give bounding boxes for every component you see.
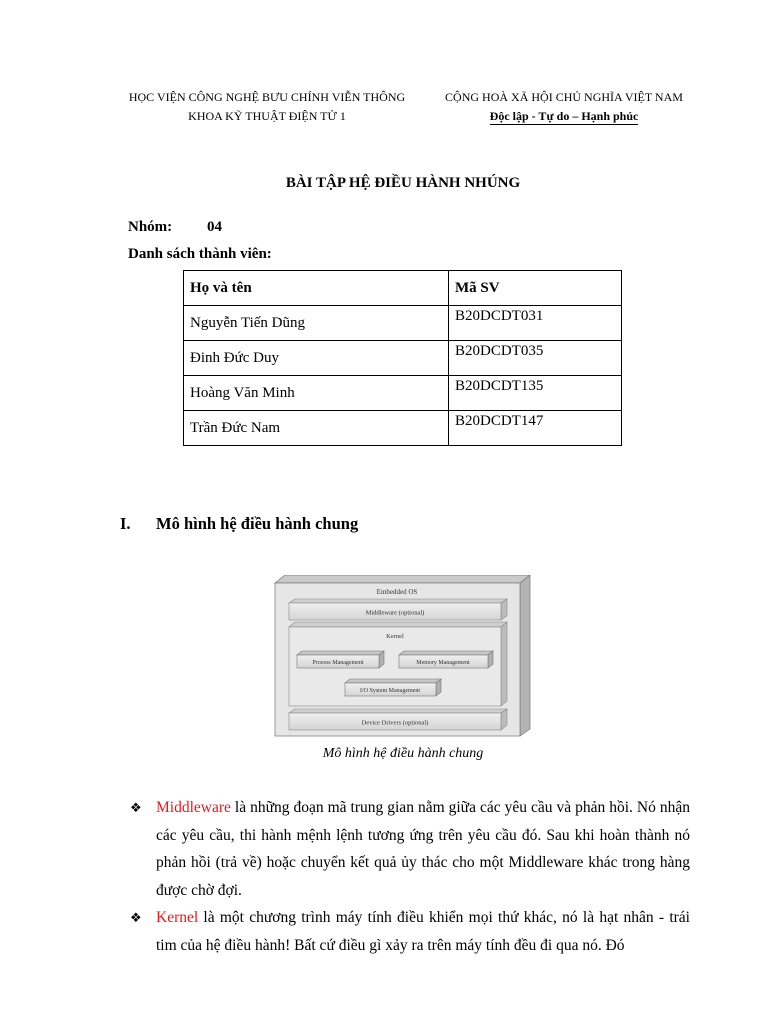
list-item [130, 904, 690, 959]
table-row [184, 411, 622, 446]
term-kernel: Kernel [156, 909, 199, 926]
member-name: Hoàng Văn Minh [184, 376, 449, 411]
figure-caption: Mô hình hệ điều hành chung [322, 746, 484, 761]
kernel-label: Kernel [386, 633, 404, 640]
member-name: Trần Đức Nam [184, 411, 449, 446]
group-label: Nhóm: [128, 219, 173, 235]
list-item [130, 794, 690, 904]
institution-header [108, 88, 426, 126]
kernel-description: là một chương trình máy tính điều khiển mọi thứ khác, nó là hạt nhân - trái tim của hệ điều hành! Bất cứ điều gì xảy ra trên máy tính đều đi qua nó. Đó [156, 909, 690, 954]
section-heading [120, 514, 359, 534]
country-name: CỘNG HOÀ XÃ HỘI CHỦ NGHĨA VIỆT NAM [445, 90, 683, 104]
process-management-label: Process Management [312, 660, 364, 666]
diamond-cluster-icon: ❖ [130, 800, 142, 815]
middleware-label: Middleware (optional) [365, 609, 425, 617]
members-table [183, 270, 622, 446]
table-row [184, 341, 622, 376]
group-line [128, 219, 222, 236]
memory-management-label: Memory Management [416, 660, 470, 666]
io-system-management-label: I/O System Management [360, 688, 420, 694]
table-row [184, 376, 622, 411]
member-name: Đinh Đức Duy [184, 341, 449, 376]
bullet-list [130, 794, 690, 959]
document-title: BÀI TẬP HỆ ĐIỀU HÀNH NHÚNG [285, 175, 521, 191]
table-row [184, 306, 622, 341]
national-motto: Độc lập - Tự do – Hạnh phúc [489, 109, 639, 123]
member-student-id: B20DCDT031 [449, 306, 622, 341]
middleware-description: là những đoạn mã trung gian nằm giữa các yêu cầu và phản hồi. Nó nhận các yêu cầu, thi hành mệnh lệnh tương ứng trên yêu cầu đó. Sau khi hoàn thành nó phản hồi (trả về) hoặc chuyển kết quả ủy thác cho một Middleware khác trong hàng được chờ đợi. [156, 799, 690, 899]
member-student-id: B20DCDT135 [449, 376, 622, 411]
members-label: Danh sách thành viên: [128, 246, 272, 262]
member-student-id: B20DCDT147 [449, 411, 622, 446]
section-title: Mô hình hệ điều hành chung [156, 514, 359, 533]
faculty-name: KHOA KỸ THUẬT ĐIỆN TỬ 1 [188, 109, 346, 123]
embedded-os-label: Embedded OS [376, 588, 418, 596]
column-header-name: Họ và tên [184, 271, 449, 306]
column-header-student-id: Mã SV [449, 271, 622, 306]
section-number: I. [120, 514, 131, 533]
member-name: Nguyễn Tiến Dũng [184, 306, 449, 341]
member-student-id: B20DCDT035 [449, 341, 622, 376]
term-middleware: Middleware [156, 799, 231, 816]
table-header-row [184, 271, 622, 306]
group-number: 04 [207, 219, 222, 235]
institution-name: HỌC VIỆN CÔNG NGHỆ BƯU CHÍNH VIỄN THÔNG [128, 90, 406, 104]
os-model-diagram [271, 575, 531, 737]
diamond-cluster-icon: ❖ [130, 910, 142, 925]
device-drivers-label: Device Drivers (optional) [361, 719, 429, 727]
national-header [428, 88, 700, 126]
